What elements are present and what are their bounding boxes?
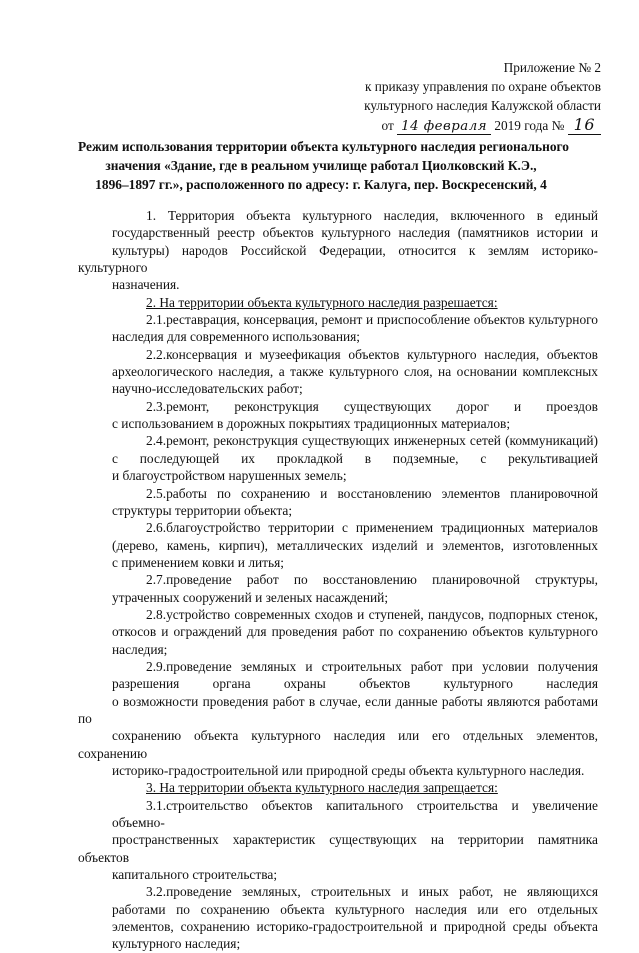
section-heading — [78, 294, 598, 311]
handwritten-number: 16 — [568, 115, 601, 135]
paragraph-line: о возможности проведения работ в случае, если данные работы являются работами по — [78, 693, 598, 726]
paragraph-line: 2.2.консервация и музеефикация объектов культурного наследия, объектов — [146, 346, 598, 362]
paragraph — [78, 658, 598, 779]
paragraph-line: назначения. — [112, 277, 180, 293]
paragraph-line: структуры территории объекта; — [112, 502, 293, 518]
paragraph-line: с использованием в дорожных покрытиях традиционных материалов; — [112, 416, 511, 432]
paragraph-line: 2.8.устройство современных сходов и ступеней, пандусов, подпорных стенок, — [146, 606, 598, 622]
paragraph-line: (дерево, камень, кирпич), металлических изделий и элементов, изготовленных — [112, 537, 598, 553]
paragraph-line: 2.5.работы по сохранению и восстановлению элементов планировочной — [146, 485, 598, 501]
paragraph — [78, 571, 598, 606]
paragraph-line: работами по сохранению объекта культурного наследия или его отдельных — [112, 901, 598, 917]
paragraph — [78, 432, 598, 484]
paragraph — [78, 519, 598, 571]
paragraph — [78, 485, 598, 520]
paragraph — [78, 311, 598, 346]
paragraph-line: государственный реестр объектов культурного наследия (памятников истории и — [112, 225, 598, 241]
title-line: Режим использования территории объекта культурного наследия регионального — [78, 139, 569, 154]
date-prefix: от — [381, 118, 394, 133]
paragraph-line: культурного наследия; — [112, 936, 241, 952]
paragraph-line: 3.2.проведение земляных, строительных и иных работ, не являющихся — [146, 884, 598, 900]
document-body — [78, 207, 598, 953]
date-suffix: 2019 года № — [494, 118, 565, 133]
paragraph — [78, 797, 598, 884]
paragraph-line: историко-градостроительной или природной среды объекта культурного наследия. — [112, 763, 585, 778]
paragraph-line: 2.4.ремонт, реконструкция существующих инженерных сетей (коммуникаций) — [146, 433, 598, 449]
paragraph-line: утраченных сооружений и зеленых насаждений; — [112, 589, 389, 605]
paragraph-line: 2. На территории объекта культурного наследия разрешается: — [146, 294, 498, 310]
paragraph-line: с последующей их прокладкой в подземные, с рекультивацией — [112, 450, 598, 466]
paragraph-line: элементов, сохранению историко-градостроительной и природной среды объекта — [112, 919, 598, 935]
paragraph-line: культуры) народов Российской Федерации, относится к землям историко-культурного — [78, 242, 598, 276]
paragraph-line: разрешения органа охраны объектов культурного наследия — [112, 676, 598, 692]
title-line: значения «Здание, где в реальном училище работал Циолковский К.Э., — [105, 158, 537, 173]
paragraph-line: научно-исследовательских работ; — [112, 381, 303, 397]
paragraph-line: сохранению объекта культурного наследия или его отдельных элементов, сохранению — [78, 728, 598, 761]
paragraph-line: наследия для современного использования; — [112, 329, 361, 345]
appendix-order-ref: к приказу управления по охране объектов — [364, 79, 601, 94]
paragraph — [78, 398, 598, 433]
paragraph-line: 2.3.ремонт, реконструкция существующих дорог и проездов — [146, 398, 598, 414]
appendix-header — [364, 58, 601, 136]
paragraph-line: пространственных характеристик существующих на территории памятника объектов — [78, 832, 598, 865]
paragraph-line: 2.9.проведение земляных и строительных работ при условии получения — [146, 658, 598, 674]
paragraph-line: 1. Территория объекта культурного наследия, включенного в единый — [146, 208, 598, 223]
appendix-authority: культурного наследия Калужской области — [364, 98, 601, 113]
paragraph-line: археологического наследия, а также культурного слоя, на основании комплексных — [112, 364, 598, 380]
paragraph-line: 2.1.реставрация, консервация, ремонт и приспособление объектов культурного — [146, 312, 598, 328]
paragraph-line: 3.1.строительство объектов капитального строительства и увеличение объемно- — [112, 797, 598, 831]
paragraph-line: наследия; — [112, 641, 168, 657]
paragraph — [78, 207, 598, 294]
paragraph-line: капитального строительства; — [112, 867, 278, 883]
appendix-number: Приложение № 2 — [503, 60, 601, 75]
paragraph-line: и благоустройством нарушенных земель; — [112, 468, 347, 484]
paragraph — [78, 346, 598, 398]
paragraph-line: 2.7.проведение работ по восстановлению планировочной структуры, — [146, 572, 598, 588]
appendix-date-line — [364, 115, 601, 136]
paragraph — [78, 606, 598, 658]
title-line: 1896–1897 гг.», расположенного по адресу: г. Калуга, пер. Воскресенский, 4 — [95, 177, 547, 192]
paragraph-line: откосов и ограждений для проведения работ по сохранению объектов культурного — [112, 624, 598, 640]
paragraph-line: 2.6.благоустройство территории с применением традиционных материалов — [146, 520, 598, 536]
handwritten-date: 14 февраля — [397, 119, 491, 135]
paragraph-line: 3. На территории объекта культурного наследия запрещается: — [146, 780, 498, 796]
paragraph-line: с применением ковки и литья; — [112, 554, 285, 570]
paragraph — [78, 883, 598, 952]
document-title — [78, 137, 569, 194]
section-heading — [78, 779, 598, 796]
